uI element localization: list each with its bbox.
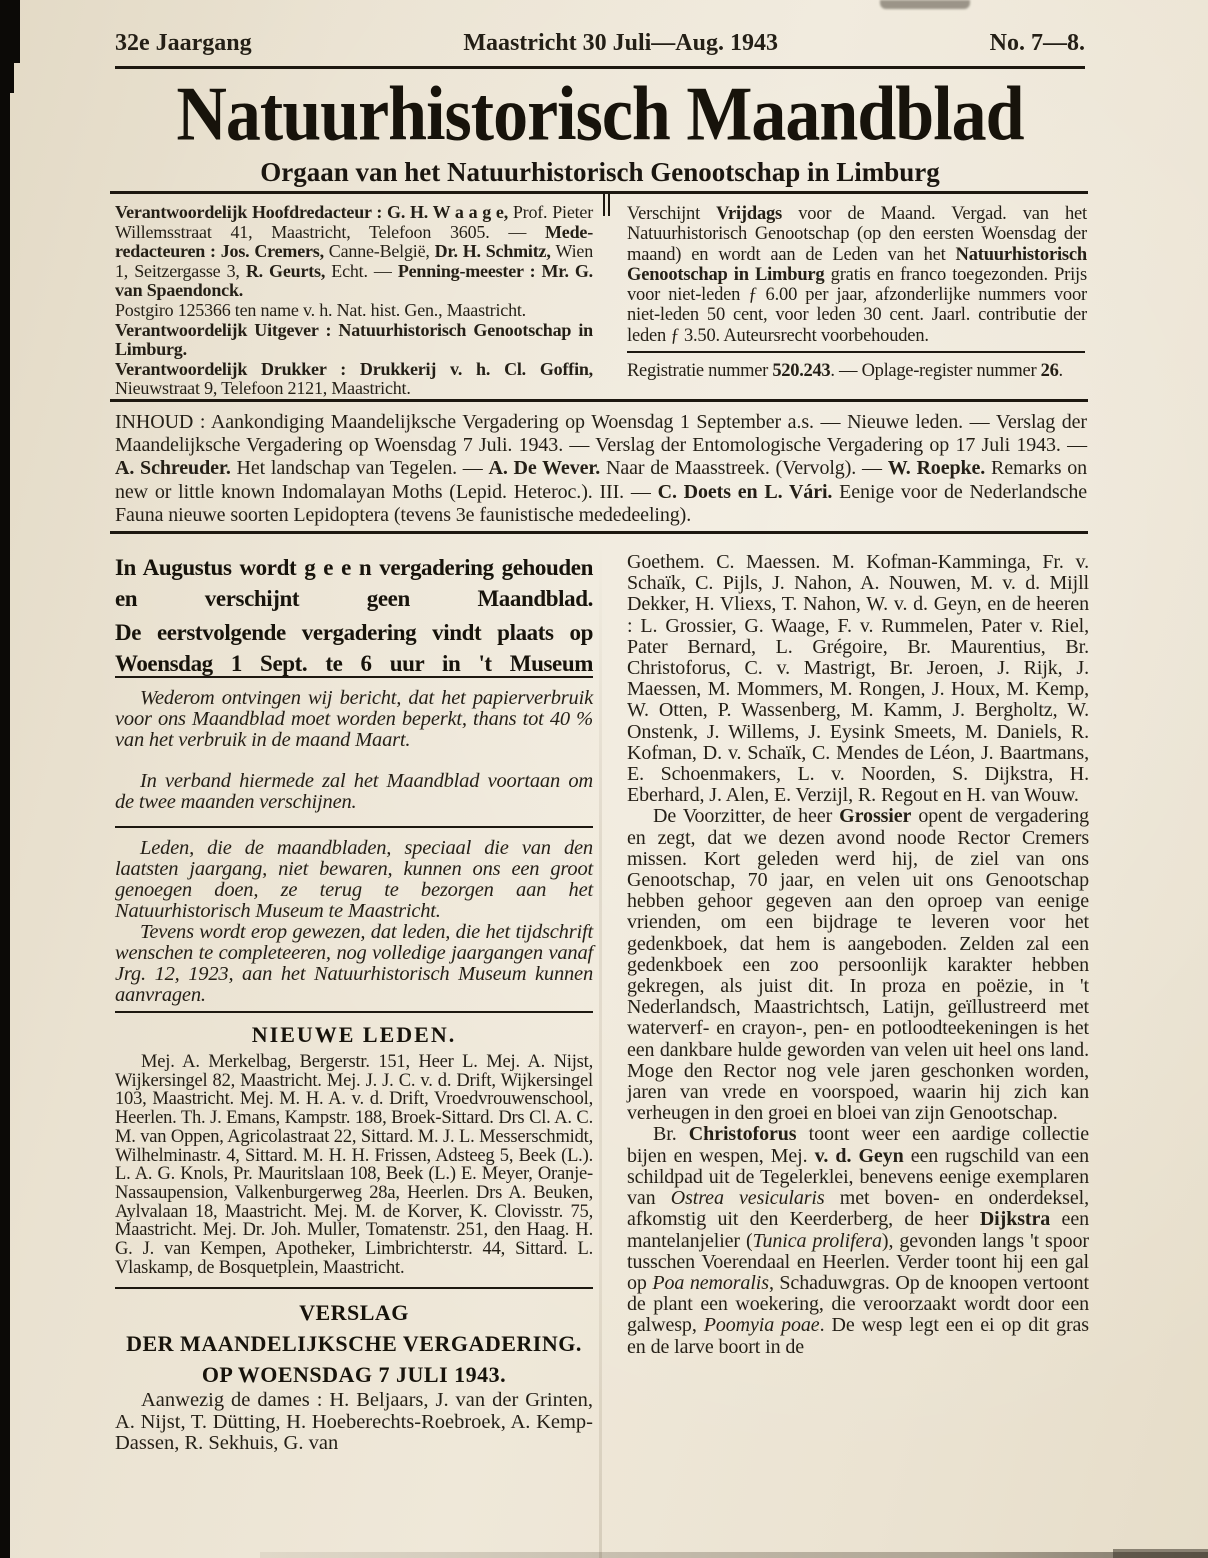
return-issues-notice: Leden, die de maandbladen, speciaal die van den laatsten jaargang, niet bewaren, kunnen ons een groot genoegen doen, ze terug te bezorgen aan het Natuurhistorisch Museum te Maastricht. <box>115 837 593 922</box>
paper-restriction-notice: Wederom ontvingen wij bericht, dat het papierverbruik voor ons Maandblad moet worden beperkt, thans tot 40 % van het verbruik in de maand Maart. <box>115 687 593 751</box>
announcement-next-meeting: De eerstvolgende vergadering vindt plaats op Woensdag 1 Sept. te 6 uur in 't Museum <box>115 620 593 676</box>
volume-label: 32e Jaargang <box>115 30 252 56</box>
report-body-column <box>627 552 1089 1358</box>
chairman-paragraph: De Voorzitter, de heer Grossier opent de vergadering en zegt, dat we dezen avond noode Rector Cremers missen. Kort geleden werd hij, de ziel van ons Genootschap, 70 jaar, en velen uit ons Genootschap hebben gehoor gegeven aan den oproep van eenige vrienden, om een bijdrage te leveren voor het gedenkboek, dat hem is aangeboden. Zelden zal een gedenkboek een zoo persoonlijk karakter hebben gekregen, als juist dit. In proza en poëzie, in 't Nederlandsch, Maastrichtsch, Latijn, geïllustreerd met waterverf- en crayon-, pen- en potloodteekeningen is het een dankbare hulde geworden van velen uit heel ons land. Moge den Rector nog vele jaren geschonken worden, jaren van vrede en voorspoed, waarin hij zich kan verheugen in den groei en bloei van zijn Genootschap. <box>627 805 1089 1125</box>
report-heading-line3: OP WOENSDAG 7 JULI 1943. <box>201 1362 507 1387</box>
horizontal-rule <box>110 191 1088 194</box>
colophon-postgiro-line: Postgiro 125366 ten name v. h. Nat. hist. Gen., Maastricht. <box>115 299 526 320</box>
page-bottom-edge-shadow <box>260 1552 1208 1558</box>
horizontal-rule <box>115 1011 593 1013</box>
scan-smudge <box>880 0 970 9</box>
announcement-no-meeting: In Augustus wordt g e e n vergadering gehouden en verschijnt geen Maandblad. <box>115 555 593 611</box>
specimens-paragraph: Br. Christoforus toont weer een aardige collectie bijen en wespen, Mej. v. d. Geyn een rugschild van een schildpad uit de Tegelerklei, benevens eenige exemplaren van Ostrea vesicularis met boven- en onderdeksel, afkomstig uit den Keerderberg, de heer Dijkstra een mantelanjelier (Tunica prolifera), gevonden langs 't spoor tusschen Voerendaal en Heerlen. Verder toont hij een gal op Poa nemoralis, Schaduwgras. Op de knoopen vertoont de plant een woekering, die veroorzaakt wordt door een galwesp, Poomyia poae. De wesp legt een ei op dit gras en de larve boort in de <box>627 1123 1089 1358</box>
report-heading-line1: VERSLAG <box>299 1300 409 1325</box>
colophon-editors <box>115 203 593 399</box>
binding-edge-bar <box>0 0 10 1558</box>
colophon-editors-line: Verantwoordelijk Hoofdredacteur : G. H. W a a g e, Prof. Pieter Willemsstraat 41, Maastricht, Telefoon 3605. — Mede-redacteuren : Jos. Cremers, Canne-België, Dr. H. Schmitz, Wien 1, Seitzergasse 3, R. Geurts, Echt. — Penning-meester : Mr. G. van Spaendonck. <box>115 202 593 301</box>
scan-corner-block <box>0 0 20 63</box>
column-divider-mark <box>603 192 610 216</box>
horizontal-rule <box>110 399 1088 402</box>
attendees-paragraph: Aanwezig de dames : H. Beljaars, J. van der Grinten, A. Nijst, T. Dütting, H. Hoeberechts-Roebroek, A. Kemp-Dassen, R. Sekhuis, G. van <box>115 1389 593 1454</box>
horizontal-rule <box>115 676 593 678</box>
horizontal-rule <box>115 826 593 828</box>
subscription-text: Verschijnt Vrijdags voor de Maand. Vergad. van het Natuurhistorisch Genootschap (op den eersten Woensdag der maand) en wordt aan de Leden van het Natuurhistorisch Genootschap in Limburg gratis en franco toegezonden. Prijs voor niet-leden ƒ 6.00 per jaar, afzonderlijke nummers voor niet-leden 50 cent, voor leden 30 cent. Jaarl. contributie der leden ƒ 3.50. Auteursrecht voorbehouden. <box>627 204 1087 346</box>
colophon-subscription <box>627 204 1087 346</box>
colophon-publisher-line: Verantwoordelijk Uitgever : Natuurhistorisch Genootschap in Limburg. <box>115 319 593 360</box>
place-date-label: Maastricht 30 Juli—Aug. 1943 <box>463 30 778 56</box>
scan-corner-notch <box>0 63 14 93</box>
colophon-printer-line: Verantwoordelijk Drukker : Drukkerij v. h. Cl. Goffin, Nieuwstraat 9, Telefoon 2121, Maastricht. <box>115 358 593 399</box>
magazine-title: Natuurhistorisch Maandblad <box>176 72 1024 157</box>
horizontal-rule <box>115 1287 593 1289</box>
attendees-continued-paragraph: Goethem. C. Maessen. M. Kofman-Kamminga, Fr. v. Schaïk, C. Pijls, J. Nahon, A. Nouwen, M. v. d. Mijll Dekker, H. Vliexs, T. Nahon, W. v. d. Geyn, en de heeren : L. Grossier, G. Waage, F. v. Rummelen, Pater v. Riel, Pater Bernard, L. Grégoire, Br. Maurentius, Br. Christoforus, C. v. Mastrigt, Br. Jeroen, J. Rijk, J. Maessen, M. Mommers, M. Rongen, J. Houx, M. Kemp, W. Otten, P. Wassenberg, M. Kamm, J. Bergholtz, W. Onstenk, J. Willems, J. Eysink Smeets, M. Daniels, R. Kofman, D. v. Schaïk, C. Mendes de Léon, J. Baartmans, E. Schoenmakers, L. v. Noorden, S. Dijkstra, H. Eberhard, J. Alen, E. Verzijl, R. Regout en H. van Wouw. <box>627 551 1089 807</box>
report-heading-line2: DER MAANDELIJKSCHE VERGADERING. <box>126 1331 582 1356</box>
meeting-report-heading <box>115 1297 593 1390</box>
table-of-contents: INHOUD : Aankondiging Maandelijksche Vergadering op Woensdag 1 September a.s. — Nieuwe leden. — Verslag der Maandelijksche Vergadering op Woensdag 7 Juli. 1943. — Verslag der Entomologische Vergadering op 17 Juli 1943. — A. Schreuder. Het landschap van Tegelen. — A. De Wever. Naar de Maasstreek. (Vervolg). — W. Roepke. Remarks on new or little known Indomalayan Moths (Lepid. Heteroc.). III. — C. Doets en L. Vári. Eenige voor de Nederlandsche Fauna nieuwe soorten Lepidoptera (tevens 3e faunistische mededeeling). <box>115 411 1087 526</box>
horizontal-rule <box>627 351 1085 353</box>
complete-volumes-notice: Tevens wordt erop gewezen, dat leden, die het tijdschrift wenschen te completeeren, nog volledige jaargangen vanaf Jrg. 12, 1923, aan het Natuurhistorisch Museum kunnen aanvragen. <box>115 921 593 1006</box>
new-members-heading: NIEUWE LEDEN. <box>251 1022 457 1047</box>
registration-line: Registratie nummer 520.243. — Oplage-register nummer 26. <box>627 361 1063 381</box>
page-bottom-corner-shadow <box>1113 1549 1208 1558</box>
page-fold-crease <box>599 545 602 1558</box>
magazine-subtitle: Orgaan van het Natuurhistorisch Genootschap in Limburg <box>260 157 940 187</box>
horizontal-rule <box>110 531 1088 534</box>
issue-number-label: No. 7—8. <box>989 30 1085 56</box>
new-members-list: Mej. A. Merkelbag, Bergerstr. 151, Heer L. Mej. A. Nijst, Wijkersingel 82, Maastricht. Mej. J. J. C. v. d. Drift, Wijkersingel 103, Maastricht. Mej. M. H. A. v. d. Drift, Vroedvrouwenschool, Heerlen. Th. J. Emans, Kampstr. 188, Broek-Sittard. Drs Cl. A. C. M. van Oppen, Agricolastraat 22, Sittard. M. J. L. Messerschmidt, Wilhelminastr. 4, Sittard. M. H. H. Frissen, Adsteeg 5, Beek (L.). L. A. G. Knols, Pr. Mauritslaan 108, Beek (L.) E. Meyer, Oranje-Nassaupension, Valkenburgerweg 28a, Heerlen. Drs A. Beuken, Aylvalaan 18, Maastricht. Mej. M. de Korver, K. Clovisstr. 75, Maastricht. Mej. Dr. Joh. Muller, Tomatenstr. 251, den Haag. H. G. J. van Kempen, Apotheker, Limbrichterstr. 44, Sittard. L. Vlaskamp, de Bosquetplein, Maastricht. <box>115 1052 593 1278</box>
bimonthly-notice: In verband hiermede zal het Maandblad voortaan om de twee maanden verschijnen. <box>115 770 593 813</box>
issue-header <box>115 30 1085 57</box>
